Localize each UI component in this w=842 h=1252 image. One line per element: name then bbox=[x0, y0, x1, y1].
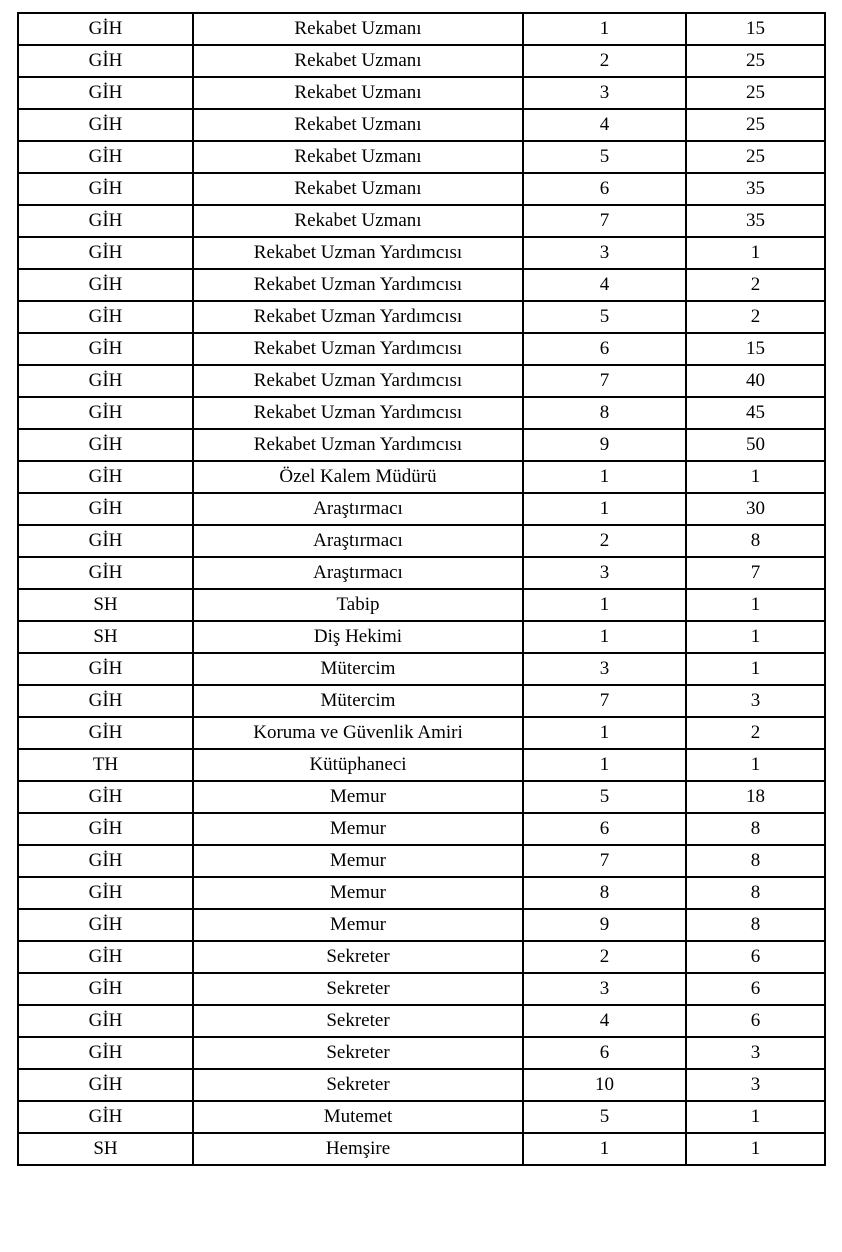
degree-cell: 7 bbox=[523, 205, 686, 237]
degree-cell: 6 bbox=[523, 173, 686, 205]
table-row bbox=[18, 493, 825, 525]
position-count-cell: 7 bbox=[686, 557, 825, 589]
service-class-cell: GİH bbox=[18, 429, 193, 461]
degree-cell: 8 bbox=[523, 877, 686, 909]
table-row bbox=[18, 301, 825, 333]
position-count-cell: 6 bbox=[686, 1005, 825, 1037]
degree-cell: 6 bbox=[523, 333, 686, 365]
position-count-cell: 1 bbox=[686, 461, 825, 493]
position-count-cell: 30 bbox=[686, 493, 825, 525]
service-class-cell: GİH bbox=[18, 237, 193, 269]
degree-cell: 2 bbox=[523, 941, 686, 973]
position-count-cell: 8 bbox=[686, 909, 825, 941]
position-title-cell: Mütercim bbox=[193, 653, 523, 685]
degree-cell: 1 bbox=[523, 493, 686, 525]
degree-cell: 5 bbox=[523, 1101, 686, 1133]
table-row bbox=[18, 1005, 825, 1037]
table-row bbox=[18, 77, 825, 109]
table-row bbox=[18, 621, 825, 653]
table-row bbox=[18, 1133, 825, 1165]
position-title-cell: Rekabet Uzmanı bbox=[193, 205, 523, 237]
degree-cell: 7 bbox=[523, 685, 686, 717]
position-title-cell: Mutemet bbox=[193, 1101, 523, 1133]
table-row bbox=[18, 333, 825, 365]
position-count-cell: 8 bbox=[686, 877, 825, 909]
degree-cell: 6 bbox=[523, 813, 686, 845]
degree-cell: 5 bbox=[523, 301, 686, 333]
service-class-cell: GİH bbox=[18, 173, 193, 205]
position-count-cell: 1 bbox=[686, 589, 825, 621]
table-row bbox=[18, 589, 825, 621]
position-title-cell: Özel Kalem Müdürü bbox=[193, 461, 523, 493]
service-class-cell: SH bbox=[18, 1133, 193, 1165]
degree-cell: 4 bbox=[523, 1005, 686, 1037]
position-title-cell: Koruma ve Güvenlik Amiri bbox=[193, 717, 523, 749]
position-count-cell: 6 bbox=[686, 941, 825, 973]
table-row bbox=[18, 845, 825, 877]
position-count-cell: 8 bbox=[686, 813, 825, 845]
position-count-cell: 18 bbox=[686, 781, 825, 813]
degree-cell: 4 bbox=[523, 269, 686, 301]
position-count-cell: 1 bbox=[686, 653, 825, 685]
service-class-cell: GİH bbox=[18, 909, 193, 941]
table-body bbox=[18, 13, 825, 1165]
service-class-cell: GİH bbox=[18, 397, 193, 429]
position-title-cell: Tabip bbox=[193, 589, 523, 621]
table-row bbox=[18, 1037, 825, 1069]
position-title-cell: Rekabet Uzman Yardımcısı bbox=[193, 397, 523, 429]
degree-cell: 3 bbox=[523, 77, 686, 109]
service-class-cell: GİH bbox=[18, 333, 193, 365]
service-class-cell: GİH bbox=[18, 973, 193, 1005]
position-count-cell: 3 bbox=[686, 1069, 825, 1101]
degree-cell: 8 bbox=[523, 397, 686, 429]
service-class-cell: GİH bbox=[18, 109, 193, 141]
degree-cell: 3 bbox=[523, 237, 686, 269]
position-count-cell: 8 bbox=[686, 845, 825, 877]
service-class-cell: TH bbox=[18, 749, 193, 781]
degree-cell: 2 bbox=[523, 45, 686, 77]
table-row bbox=[18, 941, 825, 973]
service-class-cell: GİH bbox=[18, 1069, 193, 1101]
position-count-cell: 1 bbox=[686, 749, 825, 781]
table-row bbox=[18, 45, 825, 77]
service-class-cell: GİH bbox=[18, 717, 193, 749]
table-row bbox=[18, 557, 825, 589]
table-row bbox=[18, 685, 825, 717]
table-row bbox=[18, 141, 825, 173]
degree-cell: 1 bbox=[523, 13, 686, 45]
degree-cell: 5 bbox=[523, 781, 686, 813]
position-count-cell: 35 bbox=[686, 205, 825, 237]
table-row bbox=[18, 781, 825, 813]
service-class-cell: GİH bbox=[18, 685, 193, 717]
position-count-cell: 40 bbox=[686, 365, 825, 397]
position-title-cell: Memur bbox=[193, 781, 523, 813]
degree-cell: 1 bbox=[523, 621, 686, 653]
position-title-cell: Rekabet Uzman Yardımcısı bbox=[193, 365, 523, 397]
table-row bbox=[18, 461, 825, 493]
position-count-cell: 35 bbox=[686, 173, 825, 205]
table-row bbox=[18, 653, 825, 685]
table-row bbox=[18, 365, 825, 397]
service-class-cell: SH bbox=[18, 589, 193, 621]
position-title-cell: Hemşire bbox=[193, 1133, 523, 1165]
table-row bbox=[18, 877, 825, 909]
table-row bbox=[18, 1069, 825, 1101]
table-row bbox=[18, 973, 825, 1005]
position-title-cell: Memur bbox=[193, 877, 523, 909]
service-class-cell: GİH bbox=[18, 141, 193, 173]
position-title-cell: Rekabet Uzman Yardımcısı bbox=[193, 429, 523, 461]
service-class-cell: GİH bbox=[18, 365, 193, 397]
position-title-cell: Rekabet Uzman Yardımcısı bbox=[193, 237, 523, 269]
table-row bbox=[18, 909, 825, 941]
service-class-cell: GİH bbox=[18, 1037, 193, 1069]
position-title-cell: Rekabet Uzmanı bbox=[193, 45, 523, 77]
position-title-cell: Sekreter bbox=[193, 1005, 523, 1037]
position-title-cell: Rekabet Uzmanı bbox=[193, 109, 523, 141]
position-title-cell: Sekreter bbox=[193, 941, 523, 973]
position-count-cell: 25 bbox=[686, 77, 825, 109]
degree-cell: 7 bbox=[523, 365, 686, 397]
degree-cell: 4 bbox=[523, 109, 686, 141]
staff-positions-table bbox=[17, 12, 826, 1166]
position-title-cell: Sekreter bbox=[193, 1069, 523, 1101]
service-class-cell: GİH bbox=[18, 813, 193, 845]
position-title-cell: Rekabet Uzman Yardımcısı bbox=[193, 269, 523, 301]
table-row bbox=[18, 429, 825, 461]
service-class-cell: GİH bbox=[18, 461, 193, 493]
position-count-cell: 6 bbox=[686, 973, 825, 1005]
service-class-cell: GİH bbox=[18, 781, 193, 813]
position-count-cell: 45 bbox=[686, 397, 825, 429]
position-title-cell: Rekabet Uzman Yardımcısı bbox=[193, 333, 523, 365]
position-title-cell: Rekabet Uzmanı bbox=[193, 173, 523, 205]
position-count-cell: 25 bbox=[686, 45, 825, 77]
degree-cell: 2 bbox=[523, 525, 686, 557]
position-title-cell: Diş Hekimi bbox=[193, 621, 523, 653]
service-class-cell: GİH bbox=[18, 941, 193, 973]
position-title-cell: Memur bbox=[193, 909, 523, 941]
table-row bbox=[18, 717, 825, 749]
degree-cell: 1 bbox=[523, 589, 686, 621]
service-class-cell: SH bbox=[18, 621, 193, 653]
position-title-cell: Memur bbox=[193, 845, 523, 877]
position-title-cell: Sekreter bbox=[193, 1037, 523, 1069]
position-count-cell: 2 bbox=[686, 269, 825, 301]
position-title-cell: Kütüphaneci bbox=[193, 749, 523, 781]
position-count-cell: 3 bbox=[686, 1037, 825, 1069]
table-row bbox=[18, 269, 825, 301]
table-row bbox=[18, 13, 825, 45]
position-title-cell: Sekreter bbox=[193, 973, 523, 1005]
table-row bbox=[18, 749, 825, 781]
degree-cell: 9 bbox=[523, 429, 686, 461]
service-class-cell: GİH bbox=[18, 525, 193, 557]
degree-cell: 3 bbox=[523, 557, 686, 589]
staff-positions-table-wrapper bbox=[17, 12, 826, 1166]
position-count-cell: 25 bbox=[686, 141, 825, 173]
position-title-cell: Araştırmacı bbox=[193, 493, 523, 525]
table-row bbox=[18, 109, 825, 141]
position-count-cell: 50 bbox=[686, 429, 825, 461]
service-class-cell: GİH bbox=[18, 205, 193, 237]
table-row bbox=[18, 525, 825, 557]
service-class-cell: GİH bbox=[18, 493, 193, 525]
position-title-cell: Memur bbox=[193, 813, 523, 845]
position-count-cell: 2 bbox=[686, 301, 825, 333]
degree-cell: 3 bbox=[523, 973, 686, 1005]
degree-cell: 1 bbox=[523, 461, 686, 493]
position-title-cell: Rekabet Uzmanı bbox=[193, 141, 523, 173]
degree-cell: 1 bbox=[523, 1133, 686, 1165]
service-class-cell: GİH bbox=[18, 877, 193, 909]
position-count-cell: 3 bbox=[686, 685, 825, 717]
position-count-cell: 15 bbox=[686, 333, 825, 365]
service-class-cell: GİH bbox=[18, 301, 193, 333]
service-class-cell: GİH bbox=[18, 269, 193, 301]
degree-cell: 5 bbox=[523, 141, 686, 173]
degree-cell: 7 bbox=[523, 845, 686, 877]
service-class-cell: GİH bbox=[18, 845, 193, 877]
table-row bbox=[18, 205, 825, 237]
service-class-cell: GİH bbox=[18, 653, 193, 685]
table-row bbox=[18, 173, 825, 205]
position-title-cell: Araştırmacı bbox=[193, 525, 523, 557]
table-row bbox=[18, 1101, 825, 1133]
degree-cell: 6 bbox=[523, 1037, 686, 1069]
table-row bbox=[18, 813, 825, 845]
position-count-cell: 15 bbox=[686, 13, 825, 45]
degree-cell: 3 bbox=[523, 653, 686, 685]
degree-cell: 9 bbox=[523, 909, 686, 941]
position-count-cell: 1 bbox=[686, 1133, 825, 1165]
table-row bbox=[18, 237, 825, 269]
position-title-cell: Rekabet Uzmanı bbox=[193, 77, 523, 109]
degree-cell: 1 bbox=[523, 717, 686, 749]
position-title-cell: Mütercim bbox=[193, 685, 523, 717]
position-count-cell: 25 bbox=[686, 109, 825, 141]
position-count-cell: 1 bbox=[686, 237, 825, 269]
service-class-cell: GİH bbox=[18, 1101, 193, 1133]
service-class-cell: GİH bbox=[18, 77, 193, 109]
service-class-cell: GİH bbox=[18, 557, 193, 589]
position-count-cell: 1 bbox=[686, 1101, 825, 1133]
position-title-cell: Rekabet Uzmanı bbox=[193, 13, 523, 45]
service-class-cell: GİH bbox=[18, 45, 193, 77]
degree-cell: 10 bbox=[523, 1069, 686, 1101]
table-row bbox=[18, 397, 825, 429]
service-class-cell: GİH bbox=[18, 1005, 193, 1037]
position-title-cell: Araştırmacı bbox=[193, 557, 523, 589]
service-class-cell: GİH bbox=[18, 13, 193, 45]
position-count-cell: 8 bbox=[686, 525, 825, 557]
position-count-cell: 1 bbox=[686, 621, 825, 653]
position-title-cell: Rekabet Uzman Yardımcısı bbox=[193, 301, 523, 333]
position-count-cell: 2 bbox=[686, 717, 825, 749]
degree-cell: 1 bbox=[523, 749, 686, 781]
